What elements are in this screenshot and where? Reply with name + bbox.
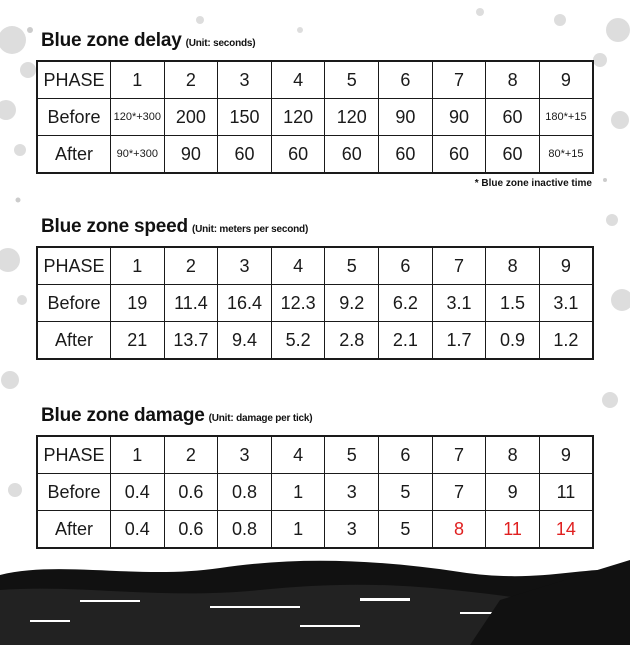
- speed-header-row: [37, 247, 593, 285]
- damage-unit: (Unit: damage per tick): [208, 413, 313, 424]
- damage-phase-1: 1: [111, 436, 165, 474]
- delay-cell: 90*+300: [111, 136, 165, 174]
- delay-unit: (Unit: seconds): [185, 38, 256, 49]
- delay-phase-5: 5: [325, 61, 379, 99]
- damage-cell: 11: [486, 511, 540, 549]
- damage-phase-4: 4: [271, 436, 325, 474]
- damage-cell: 7: [432, 474, 486, 511]
- delay-cell: 120: [271, 99, 325, 136]
- speed-cell: 0.9: [486, 322, 540, 360]
- delay-cell: 60: [325, 136, 379, 174]
- delay-cell: 80*+15: [539, 136, 593, 174]
- speed-cell: 3.1: [432, 285, 486, 322]
- damage-phase-6: 6: [379, 436, 433, 474]
- speed-unit: (Unit: meters per second): [191, 224, 309, 235]
- speed-cell: 9.4: [218, 322, 272, 360]
- delay-row-label: Before: [37, 99, 111, 136]
- delay-phase-7: 7: [432, 61, 486, 99]
- speed-title: [41, 216, 308, 238]
- damage-cell: 0.6: [164, 511, 218, 549]
- delay-title-text: Blue zone delay: [41, 30, 182, 51]
- damage-cell: 5: [379, 474, 433, 511]
- speed-cell: 3.1: [539, 285, 593, 322]
- speed-phase-6: 6: [379, 247, 433, 285]
- damage-header-row: [37, 436, 593, 474]
- damage-cell: 9: [486, 474, 540, 511]
- delay-cell: 60: [379, 136, 433, 174]
- speed-cell: 11.4: [164, 285, 218, 322]
- damage-phase-label: PHASE: [37, 436, 111, 474]
- damage-cell: 0.8: [218, 474, 272, 511]
- speed-cell: 12.3: [271, 285, 325, 322]
- damage-cell: 3: [325, 511, 379, 549]
- damage-phase-3: 3: [218, 436, 272, 474]
- speed-title-text: Blue zone speed: [41, 216, 188, 237]
- delay-cell: 90: [164, 136, 218, 174]
- damage-cell: 8: [432, 511, 486, 549]
- speed-phase-2: 2: [164, 247, 218, 285]
- delay-phase-8: 8: [486, 61, 540, 99]
- delay-title: [41, 30, 255, 52]
- table-row: [37, 322, 593, 360]
- delay-cell: 150: [218, 99, 272, 136]
- speed-phase-3: 3: [218, 247, 272, 285]
- speed-cell: 5.2: [271, 322, 325, 360]
- damage-title: [41, 405, 312, 427]
- delay-cell: 120: [325, 99, 379, 136]
- damage-phase-2: 2: [164, 436, 218, 474]
- damage-cell: 1: [271, 511, 325, 549]
- speed-phase-8: 8: [486, 247, 540, 285]
- damage-cell: 0.4: [111, 474, 165, 511]
- delay-phase-3: 3: [218, 61, 272, 99]
- speed-cell: 1.5: [486, 285, 540, 322]
- delay-phase-label: PHASE: [37, 61, 111, 99]
- delay-phase-2: 2: [164, 61, 218, 99]
- delay-header-row: [37, 61, 593, 99]
- speed-table: [36, 246, 594, 360]
- speed-cell: 2.8: [325, 322, 379, 360]
- damage-phase-9: 9: [539, 436, 593, 474]
- delay-cell: 120*+300: [111, 99, 165, 136]
- speed-phase-4: 4: [271, 247, 325, 285]
- speed-cell: 19: [111, 285, 165, 322]
- delay-phase-4: 4: [271, 61, 325, 99]
- delay-phase-9: 9: [539, 61, 593, 99]
- damage-phase-7: 7: [432, 436, 486, 474]
- speed-row-label: After: [37, 322, 111, 360]
- speed-cell: 2.1: [379, 322, 433, 360]
- damage-phase-5: 5: [325, 436, 379, 474]
- speed-phase-label: PHASE: [37, 247, 111, 285]
- table-row: [37, 136, 593, 174]
- delay-phase-1: 1: [111, 61, 165, 99]
- delay-phase-6: 6: [379, 61, 433, 99]
- delay-cell: 90: [379, 99, 433, 136]
- speed-cell: 1.2: [539, 322, 593, 360]
- table-row: [37, 474, 593, 511]
- speed-phase-9: 9: [539, 247, 593, 285]
- damage-title-text: Blue zone damage: [41, 405, 205, 426]
- damage-cell: 0.6: [164, 474, 218, 511]
- delay-cell: 60: [218, 136, 272, 174]
- speed-phase-1: 1: [111, 247, 165, 285]
- delay-cell: 200: [164, 99, 218, 136]
- speed-phase-5: 5: [325, 247, 379, 285]
- damage-phase-8: 8: [486, 436, 540, 474]
- damage-cell: 0.8: [218, 511, 272, 549]
- delay-row-label: After: [37, 136, 111, 174]
- delay-cell: 60: [432, 136, 486, 174]
- damage-cell: 5: [379, 511, 433, 549]
- damage-cell: 11: [539, 474, 593, 511]
- damage-cell: 3: [325, 474, 379, 511]
- speed-cell: 16.4: [218, 285, 272, 322]
- speed-cell: 6.2: [379, 285, 433, 322]
- delay-cell: 180*+15: [539, 99, 593, 136]
- speed-cell: 9.2: [325, 285, 379, 322]
- delay-cell: 60: [486, 136, 540, 174]
- damage-row-label: Before: [37, 474, 111, 511]
- delay-cell: 60: [486, 99, 540, 136]
- table-row: [37, 285, 593, 322]
- damage-cell: 14: [539, 511, 593, 549]
- inactive-time-note: * Blue zone inactive time: [474, 178, 592, 189]
- speed-cell: 13.7: [164, 322, 218, 360]
- delay-cell: 60: [271, 136, 325, 174]
- table-row: [37, 99, 593, 136]
- damage-table: [36, 435, 594, 549]
- speed-phase-7: 7: [432, 247, 486, 285]
- speed-row-label: Before: [37, 285, 111, 322]
- damage-row-label: After: [37, 511, 111, 549]
- delay-table: [36, 60, 594, 174]
- damage-cell: 0.4: [111, 511, 165, 549]
- delay-cell: 90: [432, 99, 486, 136]
- speed-cell: 1.7: [432, 322, 486, 360]
- table-row: [37, 511, 593, 549]
- damage-cell: 1: [271, 474, 325, 511]
- speed-cell: 21: [111, 322, 165, 360]
